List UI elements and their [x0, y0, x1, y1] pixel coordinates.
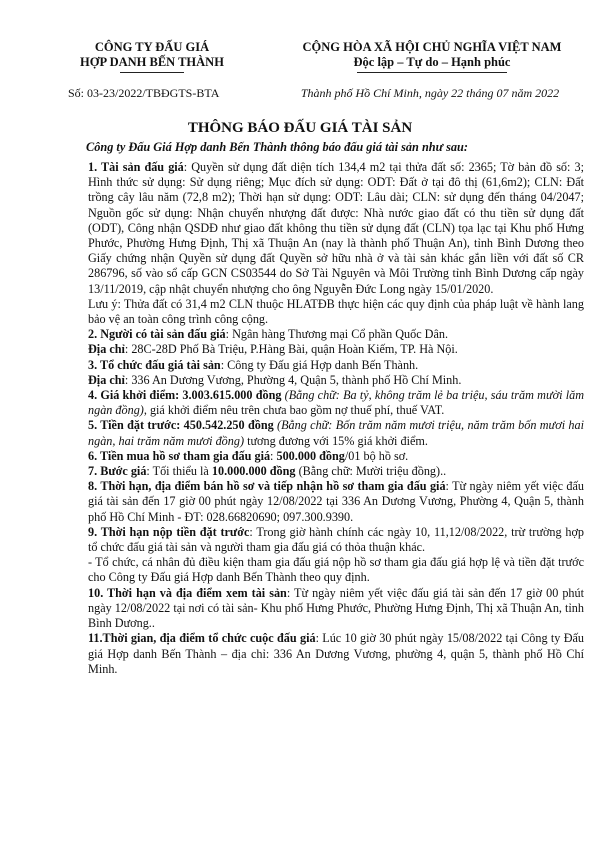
section-7 [88, 464, 584, 479]
section-5-label: 5. Tiền đặt trước: 450.542.250 đồng [88, 418, 274, 433]
org-underline [120, 72, 184, 73]
section-7-text: (Bằng chữ: Mười triệu đồng).. [295, 464, 447, 479]
country-name: CỘNG HÒA XÃ HỘI CHỦ NGHĨA VIỆT NAM [302, 40, 562, 54]
section-3-text: : Công ty Đấu giá Hợp danh Bến Thành. [220, 357, 419, 372]
national-header [282, 40, 582, 73]
section-4-label: 4. Giá khởi điểm: 3.003.615.000 đồng [88, 388, 282, 403]
section-4-words: (Bằng chữ: Ba tỷ, không trăm lẻ ba triệu, sáu trăm mười lăm ngàn đồng) [88, 388, 584, 418]
section-1-text: : Quyền sử dụng đất diện tích 134,4 m2 tại thửa đất số: 2365; Tờ bản đồ số: 3; Hình thức sử dụng: Sử dụng riêng; Mục đích sử dụng: ODT: Đất ở tại đô thị (61,6m2); CLN: Đất trồng cây lâu năm (72,8 m2); Thời hạn sử dụng: ODT: Lâu dài; CLN: sử dụng đến tháng 04/2047; Nguồn gốc sử dụng: Nhận chuyển nhượng đất được: Nhà nước giao đất có thu tiền sử dụng đất (ODT), Công nhận QSDĐ như giao đất không thu tiền sử dụng đất (CLN) tọa lạc tại Khu phố Hưng Phước, Phường Hưng Định, Thị xã Thuận An (nay là thành phố Thuận An), tỉnh Bình Dương theo Giấy chứng nhận Quyền sử dụng đất Quyền sở hữu nhà ở và tài sản khác gắn liền với đất số CR 286796, số vào sổ cấp GCN CS03544 do Sở Tài Nguyên và Môi Trường tỉnh Bình Dương cấp ngày 13/11/2019, cập nhật chuyển nhượng cho ông Nguyễn Đức Long ngày 15/01/2020. [88, 160, 584, 296]
section-11-label: 11.Thời gian, địa điểm tổ chức cuộc đấu giá [88, 631, 316, 646]
section-2-address [88, 342, 584, 357]
section-6-label: 6. Tiền mua hồ sơ tham gia đấu giá [88, 448, 271, 463]
section-11 [88, 631, 584, 677]
section-3-address-label: Địa chỉ [88, 372, 125, 387]
document-number: Số: 03-23/2022/TBĐGTS-BTA [68, 86, 220, 100]
section-8-text: : Từ ngày niêm yết việc đấu giá tài sản đến 17 giờ 00 phút ngày 12/08/2022 tại 336 An Dương Vương, Phường 4, Quận 5, thành phố Hồ Chí Minh - ĐT: 028.66820690; 097.300.9390. [88, 479, 585, 524]
section-2 [88, 327, 584, 342]
section-6-text: /01 bộ hồ sơ. [344, 448, 409, 463]
section-10 [88, 586, 584, 632]
document-title: THÔNG BÁO ĐẤU GIÁ TÀI SẢN [187, 120, 413, 136]
section-3 [88, 358, 584, 373]
section-2-label: 2. Người có tài sản đấu giá [88, 327, 226, 342]
section-10-label: 10. Thời hạn và địa điểm xem tài sản [88, 585, 287, 600]
section-6-colon: : [270, 448, 277, 463]
section-5 [88, 418, 584, 448]
announcement-body [88, 160, 584, 677]
org-name-line2: HỢP DANH BẾN THÀNH [80, 55, 224, 69]
section-5-text: tương đương với 15% giá khởi điểm. [244, 433, 428, 448]
section-6 [88, 449, 584, 464]
org-name-line1: CÔNG TY ĐẤU GIÁ [94, 40, 210, 54]
section-3-label: 3. Tổ chức đấu giá tài sản [88, 357, 221, 372]
section-7-label: 7. Bước giá [88, 464, 147, 479]
section-9-text: : Trong giờ hành chính các ngày 10, 11,12/08/2022, trừ trường hợp tổ chức đấu giá tài sản và người tham gia đấu giá có thỏa thuận khác. [88, 524, 584, 555]
section-3-address [88, 373, 584, 388]
section-8 [88, 479, 584, 525]
section-4-text: , giá khởi điểm nêu trên chưa bao gồm nợ thuế phí, thuế VAT. [143, 403, 445, 418]
section-10-text: : Từ ngày niêm yết việc đấu giá tài sản đến 17 giờ 00 phút ngày 12/08/2022 tại nơi có tài sản- Khu phố Hưng Phước, Phường Hưng Định, Thị xã Thuận An, tỉnh Bình Dương.. [88, 585, 584, 631]
section-8-label: 8. Thời hạn, địa điểm bán hồ sơ và tiếp nhận hồ sơ tham gia đấu giá [88, 479, 446, 494]
document-date: Thành phố Hồ Chí Minh, ngày 22 tháng 07 năm 2022 [300, 86, 560, 100]
section-2-address-text: : 28C-28D Phố Bà Triệu, P.Hàng Bài, quận Hoàn Kiếm, TP. Hà Nội. [124, 342, 458, 357]
section-2-address-label: Địa chỉ [88, 342, 125, 357]
section-2-text: : Ngân hàng Thương mại Cổ phần Quốc Dân. [225, 327, 449, 342]
section-7-amount: 10.000.000 đồng [211, 464, 296, 479]
section-9-label: 9. Thời hạn nộp tiền đặt trước [88, 524, 250, 539]
section-3-address-text: : 336 An Dương Vương, Phường 4, Quận 5, thành phố Hồ Chí Minh. [124, 372, 462, 387]
section-1-label: 1. Tài sản đấu giá [88, 160, 184, 174]
section-1-note: Lưu ý: Thửa đất có 31,4 m2 CLN thuộc HLATĐB thực hiện các quy định của pháp luật về hành lang bảo vệ an toàn công trình công cộng. [88, 296, 584, 327]
section-9-note: - Tổ chức, cá nhân đủ điều kiện tham gia đấu giá nộp hồ sơ tham gia đấu giá hợp lệ và tiền đặt trước cho Công ty Đấu giá Hợp danh Bến Thành theo quy định. [88, 555, 584, 585]
section-9 [88, 525, 584, 555]
national-motto: Độc lập – Tự do – Hạnh phúc [353, 55, 511, 69]
section-7-colon: : Tối thiểu là [146, 464, 212, 479]
section-11-text: : Lúc 10 giờ 30 phút ngày 15/08/2022 tại Công ty Đấu giá Hợp danh Bến Thành – địa chỉ: 336 An Dương Vương, phường 4, quận 5, thành phố Hồ Chí Minh. [88, 631, 585, 676]
motto-underline [357, 72, 507, 73]
intro-line: Công ty Đấu Giá Hợp danh Bến Thành thông báo đấu giá tài sản như sau: [86, 140, 468, 154]
section-6-amount: 500.000 đồng [276, 448, 345, 463]
section-5-words: (Bằng chữ: Bốn trăm năm mươi triệu, năm trăm bốn mươi hai ngàn, hai trăm năm mươi đồng) [88, 418, 585, 448]
section-1 [88, 160, 584, 297]
section-4 [88, 388, 584, 418]
organization-header [62, 40, 242, 73]
